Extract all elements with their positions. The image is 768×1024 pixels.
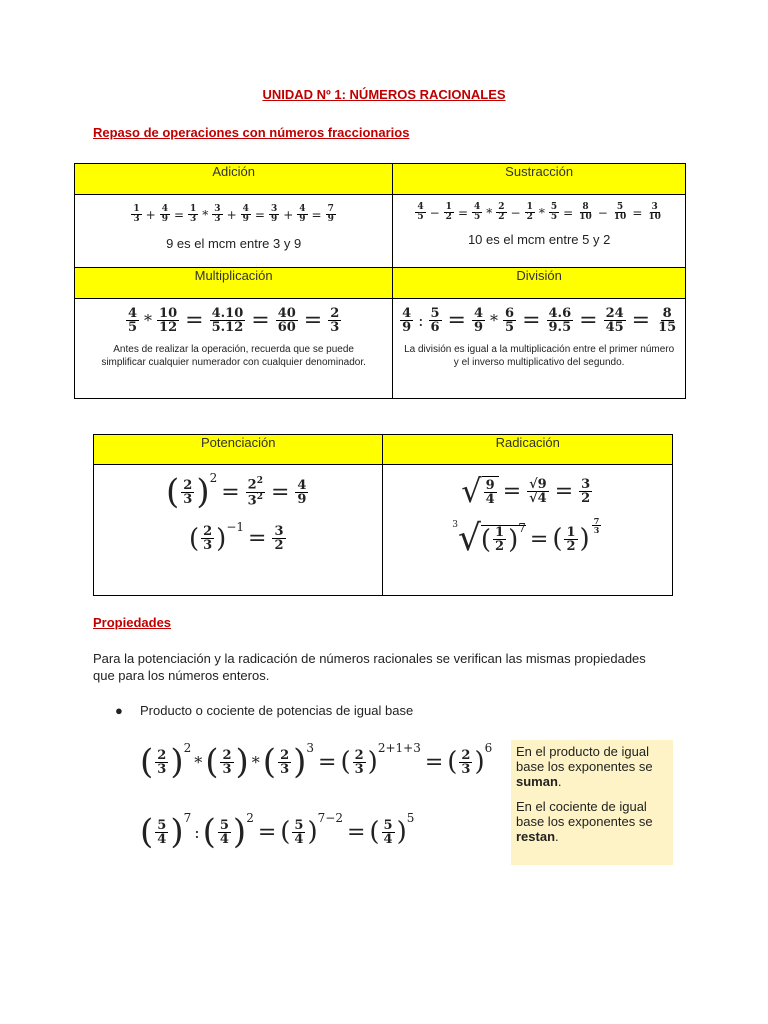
header-sustraccion: Sustracción: [393, 164, 686, 195]
radicacion-formula-1: √ $\frac{9}{4}$ = $\frac{√9}{√4}$ = $\frac{3}{2}$: [461, 472, 591, 510]
cell-adicion: [75, 195, 393, 268]
product-formula: ( $\frac{2}{3}$ ) $^2$ * ( $\frac{2}{3}$ ) * ( $\frac{2}{3}$ ) $^3$ = ( $\frac{2}{3}$ ) $^{2+1+3}$ = ( $\frac{2}{3}$ ) $^6$: [140, 741, 493, 782]
cell-multiplicacion: [75, 299, 393, 399]
cell-division: [393, 299, 686, 399]
header-radicacion: Radicación: [383, 435, 673, 465]
radicacion-formula-2: $^3$ √ ( $\frac{1}{2}$ ) $^7$ = ( $\frac{1}{2}$ ) $\frac{7}{3}$: [452, 515, 600, 559]
header-adicion: Adición: [75, 164, 393, 195]
header-multiplicacion: Multiplicación: [75, 268, 393, 299]
multiplicacion-note: Antes de realizar la operación, recuerda que se puede simplificar cualquier numerador con cualquier denominador.: [101, 344, 366, 368]
potenciacion-formula-2: ( $\frac{2}{3}$ ) $^{-1}$ = $\frac{3}{2}$: [188, 519, 284, 554]
cell-sustraccion: [393, 195, 686, 268]
bullet-text: Producto o cociente de potencias de igual base: [140, 703, 414, 718]
division-note: La división es igual a la multiplicación entre el primer número y el inverso multiplicativo del segundo.: [404, 344, 675, 368]
quotient-rule-text: En el cociente de igual base los exponentes se restan.: [516, 799, 653, 844]
adicion-note: 9 es el mcm entre 3 y 9: [166, 236, 302, 251]
propiedades-heading: Propiedades: [93, 615, 172, 630]
header-division: División: [393, 268, 686, 299]
operations-table: [74, 163, 686, 399]
cell-potenciacion: [94, 465, 383, 596]
potenciacion-formula-1: ( $\frac{2}{3}$ ) $^2$ = $\frac{2^2}{3^2}$ = $\frac{4}{9}$: [166, 471, 307, 512]
bullet-marker: ●: [115, 703, 123, 718]
page-title: UNIDAD Nº 1: NÚMEROS RACIONALES: [262, 87, 506, 102]
sustraccion-note: 10 es el mcm entre 5 y 2: [467, 232, 611, 247]
division-formula: $\frac{4}{9}$ : $\frac{5}{6}$ = $\frac{4}{9}$ * $\frac{6}{5}$ = $\frac{4.6}{9.5}$ = $\frac{24}{45}$ = $\frac{8}{15}$: [402, 306, 677, 335]
section-subtitle: Repaso de operaciones con números fraccionarios: [93, 125, 410, 140]
product-rule-text: En el producto de igual base los exponentes se suman.: [516, 744, 653, 789]
cell-radicacion: [383, 465, 673, 596]
header-potenciacion: Potenciación: [94, 435, 383, 465]
power-root-table: [93, 434, 673, 596]
adicion-formula: $\frac{1}{3}$ + $\frac{4}{9}$ = $\frac{1}{3}$ * $\frac{3}{3}$ + $\frac{4}{9}$ = $\frac{3}{9}$ + $\frac{4}{9}$ = $\frac{7}{9}$: [133, 204, 334, 224]
quotient-formula: ( $\frac{5}{4}$ ) $^7$ : ( $\frac{5}{4}$ ) $^2$ = ( $\frac{5}{4}$ ) $^{7-2}$ = ( $\frac{5}{4}$ ) $^5$: [140, 811, 415, 852]
multiplicacion-formula: $\frac{4}{5}$ * $\frac{10}{12}$ = $\frac{4.10}{5.12}$ = $\frac{40}{60}$ = $\frac{2}{3}$: [128, 306, 340, 335]
exponent-rules-note: [511, 740, 673, 865]
sustraccion-formula: $\frac{4}{5}$ − $\frac{1}{2}$ = $\frac{4}{5}$ * $\frac{2}{2}$ − $\frac{1}{2}$ * $\frac{5}{5}$ = $\frac{8}{10}$ − $\frac{5}{10}$ = $\frac{3}{10}$: [417, 202, 661, 222]
propiedades-paragraph: Para la potenciación y la radicación de números racionales se verifican las mismas propiedades que para los números enteros.: [93, 651, 646, 683]
